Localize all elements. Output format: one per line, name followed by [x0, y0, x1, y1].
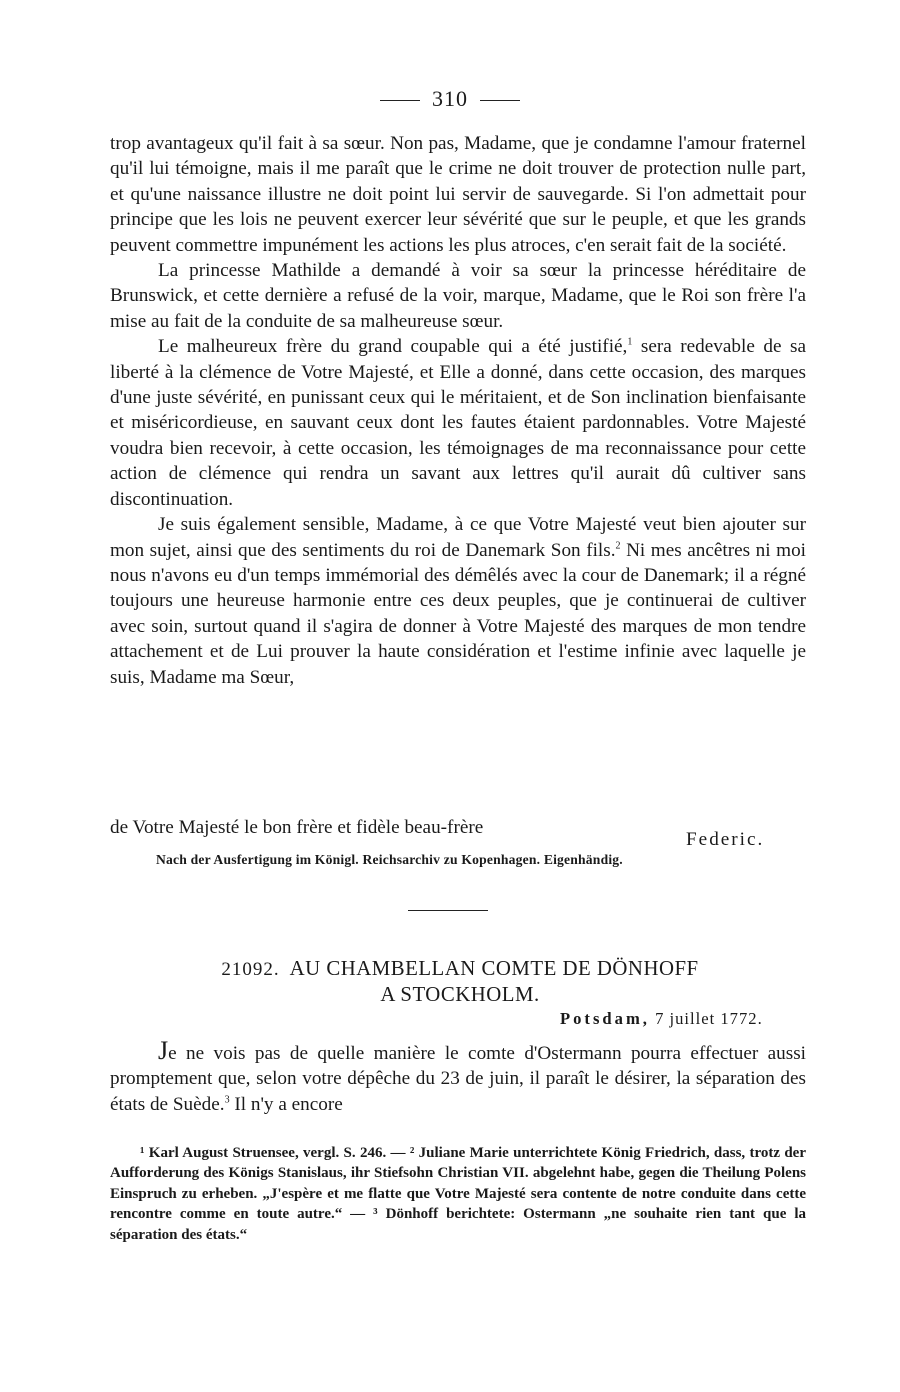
letter-1-paragraph-1: trop avantageux qu'il fait à sa sœur. Non pas, Madame, que je condamne l'amour fraternel qu'il lui témoigne, mais il me paraît que le crime ne doit trouver de protection nulle part, et qu'une naissance illustre ne doit point lui servir de sauvegarde. Si l'on admettait pour principe que les lois ne peuvent exercer leur sévérité que sur le peuple, et que les grands peuvent commettre impunément les actions les plus atroces, c'en serait fait de la société.: [110, 133, 806, 256]
letter-2-text-b: Il n'y a encore: [229, 1093, 343, 1115]
footnote-ref-1: 1: [627, 336, 633, 348]
page-number-left-rule: [380, 100, 420, 101]
letter-2-text-a: e ne vois pas de quelle manière le comte d'Ostermann pourra effectuer aussi promptement que, selon votre dépêche du 23 de juin, il paraît le désirer, la séparation des états de Suède.: [110, 1043, 806, 1115]
dateline: [560, 1009, 763, 1029]
footnotes: [110, 1143, 806, 1245]
archive-note: Nach der Ausfertigung im Königl. Reichsarchiv zu Kopenhagen. Eigenhändig.: [156, 852, 623, 867]
paragraph-4-text-b: Ni mes ancêtres ni moi nous n'avons eu d'un temps immémorial des démêlés avec la cour de Danemark; il a régné toujours une heureuse harmonie entre ces deux peuples, que je continuerai de cultiver avec soin, surtout quand il s'agira de donner à Votre Majesté des marques de mon tendre attachement et de Lui prouver la haute considération et l'estime infinie avec laquelle je suis, Madame ma Sœur,: [110, 539, 806, 688]
letter-1-body: [110, 131, 806, 690]
heading-line-2: A STOCKHOLM.: [380, 983, 540, 1006]
closing-line: de Votre Majesté le bon frère et fidèle beau-frère: [110, 817, 484, 838]
signature: Federic.: [686, 829, 765, 850]
footnote-ref-3: 3: [224, 1094, 230, 1106]
letter-number: 21092.: [221, 959, 280, 980]
paragraph-4-text-a: Je suis également sensible, Madame, à ce que Votre Majesté veut bien ajouter sur mon sujet, ainsi que des sentiments du roi de Danemark Son fils.: [110, 514, 806, 561]
letter-1-paragraph-2: La princesse Mathilde a demandé à voir sa sœur la princesse héréditaire de Brunswick, et cette dernière a refusé de la voir, marque, Madame, que le Roi son frère l'a mise au fait de la conduite de sa malheureuse sœur.: [110, 260, 806, 332]
paragraph-3-text-a: Le malheureux frère du grand coupable qui a été justifié,: [158, 336, 628, 358]
heading-title: AU CHAMBELLAN COMTE DE DÖNHOFF: [289, 957, 699, 980]
dateline-place: Potsdam,: [560, 1009, 650, 1028]
footnote-ref-2: 2: [615, 540, 621, 552]
letter-2-body: [110, 1038, 806, 1117]
section-divider: [408, 910, 488, 911]
page-number-text: 310: [432, 86, 468, 111]
footnotes-text: ¹ Karl August Struensee, vergl. S. 246. — ² Juliane Marie unterrichtete König Friedrich, dass, trotz der Aufforderung des Königs Stanislaus, ihr Stiefsohn Christian VII. abgelehnt habe, gegen die Theilung Polens Einspruch zu erheben. „J'espère et me flatte que Votre Majesté sera contente de notre conduite dans cette rencontre comme en toute autre.“ — ³ Dönhoff berichtete: Ostermann „ne souhaite rien tant que la séparation des états.“: [110, 1145, 806, 1243]
dropcap: J: [158, 1036, 169, 1065]
page-number: [0, 86, 900, 112]
page-number-right-rule: [480, 100, 520, 101]
letter-2-paragraph-1: [110, 1038, 806, 1117]
letter-1-paragraph-4: [110, 512, 806, 690]
dateline-date: 7 juillet 1772.: [655, 1009, 763, 1028]
paragraph-3-text-b: sera redevable de sa liberté à la clémence de Votre Majesté, et Elle a donné, dans cette occasion, des marques d'une juste sévérité, en punissant ceux qui le méritaient, et de Son inclination bienfaisante et miséricordieuse, en sauvant ceux dont les fautes étaient pardonnables. Votre Majesté voudra bien recevoir, à cette occasion, les témoignages de ma reconnaissance pour cette action de clémence qui rendra un savant aux lettres qu'il aurait dû cultiver sans discontinuation.: [110, 336, 806, 510]
letter-2-heading: [110, 956, 810, 1007]
heading-line-1: [110, 956, 810, 982]
letter-1-paragraph-3: [110, 334, 806, 512]
